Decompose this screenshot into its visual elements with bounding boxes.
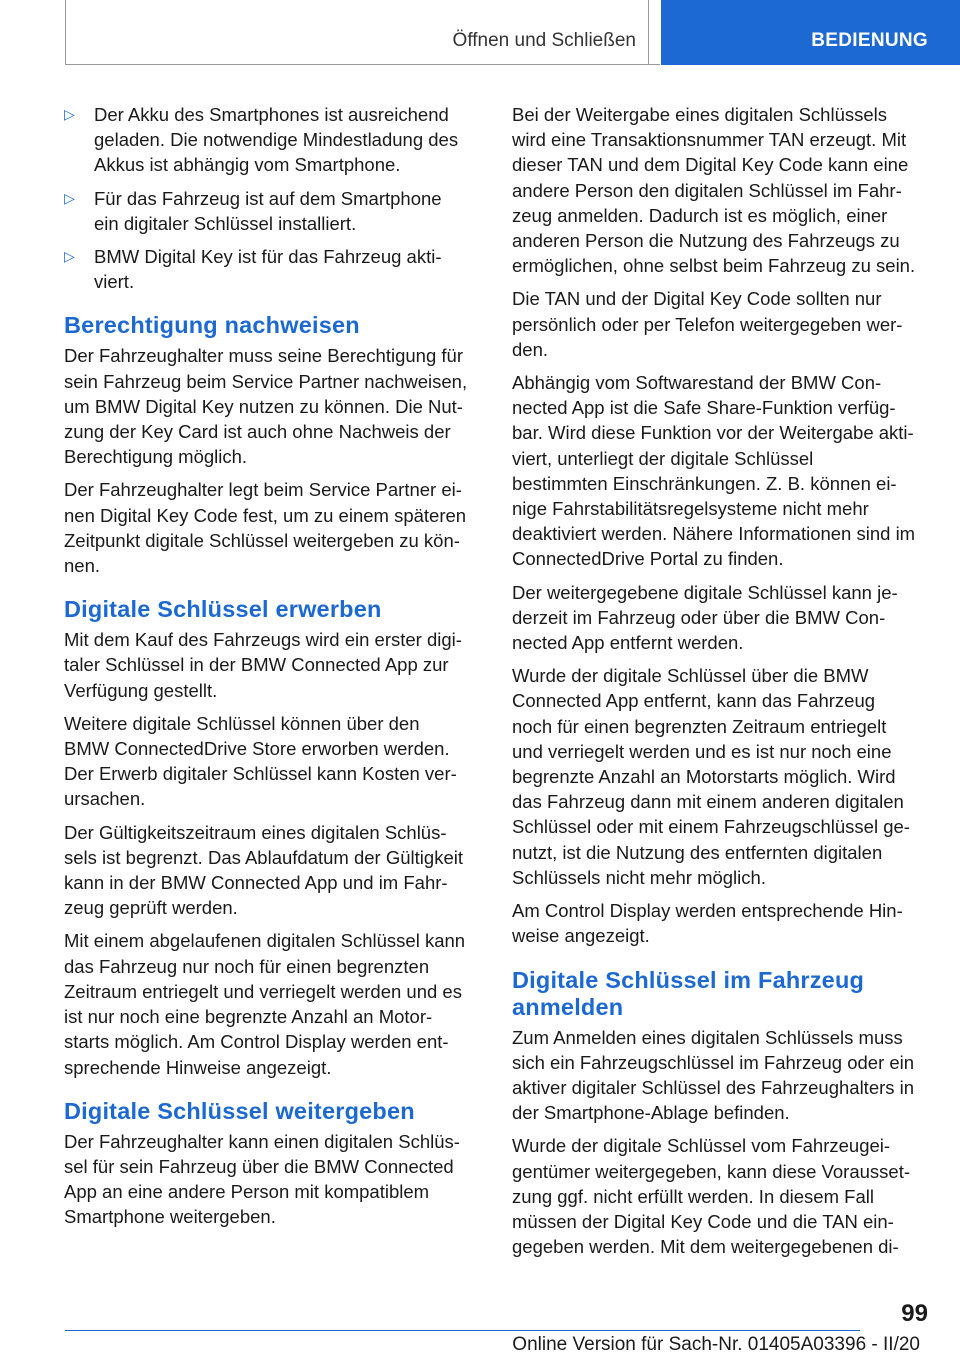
bullet-item — [64, 102, 480, 178]
heading-line: Digitale Schlüssel im Fahrzeug — [512, 966, 865, 993]
text-line: und verriegelt werden und es ist nur noch eine — [512, 740, 892, 762]
triangle-bullet-icon: ▷ — [64, 189, 75, 206]
paragraph — [512, 286, 928, 362]
text-line: zung ggf. nicht erfüllt werden. In diesem Fall — [512, 1185, 874, 1207]
text-line: Bei der Weitergabe eines digitalen Schlüssels — [512, 104, 888, 125]
paragraph — [64, 477, 480, 578]
text-line: sich ein Fahrzeugschlüssel im Fahrzeug oder ein — [512, 1051, 915, 1073]
text-line: nutzt, ist die Nutzung des entfernten digitalen — [512, 841, 883, 863]
text-line: dieser TAN und dem Digital Key Code kann eine — [512, 154, 909, 176]
bullet-line: Akkus ist abhängig vom Smartphone. — [94, 154, 401, 176]
text-line: Wurde der digitale Schlüssel vom Fahrzeugei‐ — [512, 1135, 891, 1157]
paragraph — [512, 102, 928, 278]
bullet-item — [64, 186, 480, 236]
header-rule-left — [65, 0, 66, 65]
text-line: zeug geprüft werden. — [64, 897, 238, 919]
bullet-line: ein digitaler Schlüssel installiert. — [94, 212, 357, 234]
triangle-bullet-icon: ▷ — [64, 106, 75, 122]
paragraph — [64, 928, 480, 1079]
text-line: ConnectedDrive Portal zu finden. — [512, 548, 784, 570]
paragraph — [512, 663, 928, 890]
text-line: sprechende Hinweise angezeigt. — [64, 1056, 332, 1078]
text-line: sel für sein Fahrzeug über die BMW Connected — [64, 1155, 454, 1177]
text-line: zeug anmelden. Dadurch ist es möglich, einer — [512, 204, 888, 226]
bullet-line: geladen. Die notwendige Mindestladung des — [94, 129, 459, 151]
text-line: derzeit im Fahrzeug oder über die BMW Con‐ — [512, 606, 886, 628]
paragraph — [64, 820, 480, 921]
text-line: Connected App entfernt, kann das Fahrzeug — [512, 690, 876, 712]
text-line: Der weitergegebene digitale Schlüssel kann je‐ — [512, 581, 898, 603]
text-line: Der Fahrzeughalter muss seine Berechtigung für — [64, 345, 463, 367]
text-line: taler Schlüssel in der BMW Connected App zur — [64, 654, 449, 676]
text-line: weise angezeigt. — [512, 925, 650, 947]
text-line: nen Digital Key Code fest, um zu einem späteren — [64, 504, 467, 526]
text-line: viert, unterliegt der digitale Schlüssel — [512, 447, 814, 469]
header-chapter-label: BEDIENUNG — [811, 30, 928, 51]
text-line: Am Control Display werden entsprechende Hin‐ — [512, 900, 903, 922]
text-line: den. — [512, 338, 549, 360]
text-line: Verfügung gestellt. — [64, 679, 218, 701]
text-line: gegeben werden. Mit dem weitergegebenen di‐ — [512, 1236, 899, 1258]
text-line: Wurde der digitale Schlüssel über die BMW — [512, 665, 869, 687]
text-line: der Smartphone-Ablage befinden. — [512, 1102, 790, 1124]
text-line: das Fahrzeug dann mit einem anderen digitalen — [512, 791, 904, 813]
text-line: Schlüssels nicht mehr möglich. — [512, 866, 766, 888]
text-line: Mit dem Kauf des Fahrzeugs wird ein erster digi‐ — [64, 629, 462, 651]
triangle-bullet-icon: ▷ — [64, 248, 75, 265]
text-line: nected App entfernt werden. — [512, 632, 744, 654]
text-line: nige Fahrstabilitätsregelsysteme nicht mehr — [512, 498, 869, 520]
text-line: Die TAN und der Digital Key Code sollten nur — [512, 288, 882, 310]
left-column — [64, 102, 480, 1238]
header-rule-mid — [648, 0, 649, 65]
paragraph — [64, 1129, 480, 1230]
text-line: sein Fahrzeug beim Service Partner nachweisen, — [64, 370, 468, 392]
text-line: ist nur noch eine begrenzte Anzahl an Motor‐ — [64, 1006, 433, 1028]
text-line: um BMW Digital Key nutzen zu können. Die Nut‐ — [64, 395, 463, 417]
bullet-item — [64, 244, 480, 294]
heading-line: anmelden — [512, 993, 624, 1020]
text-line: ursachen. — [64, 788, 146, 810]
paragraph — [512, 898, 928, 948]
text-line: Zeitpunkt digitale Schlüssel weitergeben zu kön‐ — [64, 529, 460, 551]
section-heading: Digitale Schlüssel weitergeben — [64, 1097, 415, 1124]
text-line: Der Erwerb digitaler Schlüssel kann Kosten ver‐ — [64, 763, 457, 785]
text-line: Abhängig vom Softwarestand der BMW Con‐ — [512, 372, 882, 394]
bullet-line: Der Akku des Smartphones ist ausreichend — [94, 104, 449, 125]
paragraph — [512, 1025, 928, 1126]
text-line: Mit einem abgelaufenen digitalen Schlüssel kann — [64, 930, 466, 952]
text-line: Zeitraum entriegelt und verriegelt werden und es — [64, 980, 462, 1002]
text-line: wird eine Transaktionsnummer TAN erzeugt. Mit — [512, 129, 907, 151]
text-line: kann in der BMW Connected App und im Fahr‐ — [64, 872, 448, 894]
text-line: Zum Anmelden eines digitalen Schlüssels muss — [512, 1026, 903, 1048]
text-line: Der Fahrzeughalter legt beim Service Partner ei‐ — [64, 479, 462, 501]
text-line: App an eine andere Person mit kompatiblem — [64, 1181, 430, 1203]
text-line: BMW ConnectedDrive Store erworben werden. — [64, 738, 450, 760]
header-section-title: Öffnen und Schließen — [452, 30, 636, 51]
text-line: persönlich oder per Telefon weitergegeben wer‐ — [512, 313, 903, 335]
text-line: Der Fahrzeughalter kann einen digitalen Schlüs‐ — [64, 1130, 460, 1152]
text-line: noch für einen begrenzten Zeitraum entriegelt — [512, 715, 887, 737]
text-line: müssen der Digital Key Code und die TAN ein‐ — [512, 1210, 894, 1232]
text-line: anderen Person die Nutzung des Fahrzeugs zu — [512, 230, 900, 252]
text-line: Weitere digitale Schlüssel können über den — [64, 712, 420, 734]
text-line: aktiver digitaler Schlüssel des Fahrzeughalters in — [512, 1076, 915, 1098]
text-line: Der Gültigkeitszeitraum eines digitalen Schlüs‐ — [64, 821, 447, 843]
text-line: Berechtigung möglich. — [64, 446, 248, 468]
paragraph — [64, 343, 480, 469]
text-line: deaktiviert werden. Nähere Informationen sind im — [512, 523, 916, 545]
right-column — [512, 102, 928, 1267]
section-heading: Berechtigung nachweisen — [64, 312, 360, 339]
text-line: starts möglich. Am Control Display werden ent‐ — [64, 1031, 449, 1053]
paragraph — [512, 580, 928, 656]
footer-version-text: Online Version für Sach-Nr. 01405A03396 - II/20 — [512, 1334, 920, 1355]
text-line: zung der Key Card ist auch ohne Nachweis der — [64, 421, 451, 443]
text-line: bestimmten Einschränkungen. Z. B. können ei‐ — [512, 472, 897, 494]
text-line: Schlüssel oder mit einem Fahrzeugschlüssel ge‐ — [512, 816, 910, 838]
text-line: nected App ist die Safe Share-Funktion verfüg‐ — [512, 397, 896, 419]
page-number: 99 — [901, 1300, 928, 1327]
bullet-line: Für das Fahrzeug ist auf dem Smartphone — [94, 187, 442, 209]
text-line: andere Person den digitalen Schlüssel im Fahr‐ — [512, 179, 902, 201]
text-line: das Fahrzeug nur noch für einen begrenzten — [64, 955, 430, 977]
text-line: begrenzte Anzahl an Motorstarts möglich. Wird — [512, 766, 896, 788]
bullet-line: BMW Digital Key ist für das Fahrzeug akti‐ — [94, 246, 442, 268]
header-bottom-rule — [65, 64, 660, 65]
paragraph — [64, 711, 480, 812]
paragraph — [64, 627, 480, 703]
text-line: Smartphone weitergeben. — [64, 1206, 276, 1228]
text-line: ermöglichen, ohne selbst beim Fahrzeug zu sein. — [512, 255, 916, 277]
header-chapter-tab — [661, 0, 960, 65]
section-heading — [512, 967, 928, 1021]
paragraph — [512, 370, 928, 572]
paragraph — [512, 1133, 928, 1259]
text-line: gentümer weitergegeben, kann diese Vorausset‐ — [512, 1160, 911, 1182]
bullet-line: viert. — [94, 271, 135, 293]
text-line: sels ist begrenzt. Das Ablaufdatum der Gültigkeit — [64, 846, 463, 868]
text-line: bar. Wird diese Funktion vor der Weitergabe akti‐ — [512, 422, 914, 444]
section-heading: Digitale Schlüssel erwerben — [64, 596, 382, 623]
text-line: nen. — [64, 555, 101, 577]
footer-rule — [65, 1330, 860, 1331]
